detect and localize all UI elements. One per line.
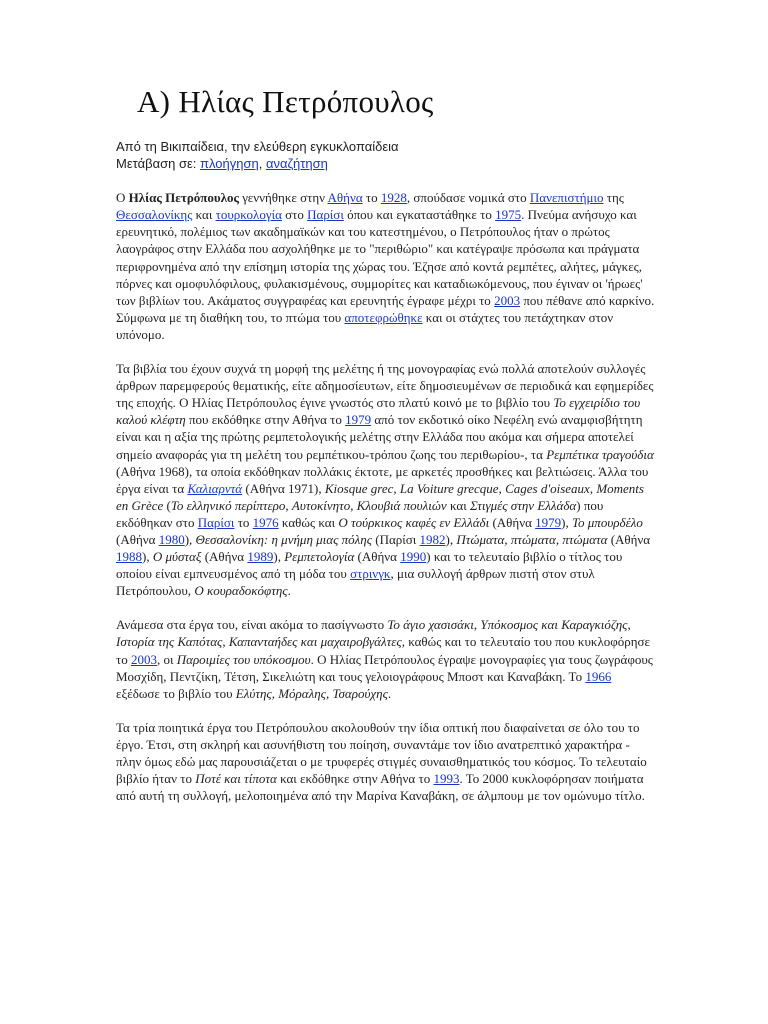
italic-title: Cages d'oiseaux [505, 480, 590, 496]
text-run: , [285, 497, 292, 513]
text-run: και οι στάχτες του πετάχτηκαν στον υπόνομο. [116, 309, 614, 342]
inline-link[interactable]: 1990 [400, 549, 427, 565]
nav-line [116, 155, 656, 172]
text-run: ( [163, 497, 171, 513]
text-run: που εκδόθηκε στην Αθήνα το [185, 412, 346, 428]
italic-title: Ρεμπετολογία [284, 549, 355, 565]
text-run: , οι [156, 651, 177, 667]
nav-prefix: Μετάβαση σε: [116, 156, 200, 172]
inline-link[interactable]: Θεσσαλονίκης [116, 207, 193, 223]
inline-link[interactable]: 1975 [495, 207, 522, 223]
italic-title: Ιστορία της Καπότας [116, 634, 223, 650]
text-run: . [387, 685, 392, 701]
italic-title: Ο κουραδοκόφτης [194, 583, 288, 599]
italic-title: La Voiture grecque [399, 480, 499, 496]
italic-title: Kiosque grec [324, 480, 394, 496]
text-run: (Παρίσι [372, 531, 420, 547]
navigation-link[interactable]: πλοήγηση [200, 156, 259, 172]
italic-title: Το εγχειρίδιο του καλού κλέφτη [116, 395, 641, 428]
bold-text: Ηλίας Πετρόπουλος [128, 190, 240, 206]
italic-title: Το ελληνικό περίπτερο [170, 497, 286, 513]
text-run: της [603, 190, 624, 206]
text-run: και εκδόθηκε στην Αθήνα το [276, 771, 434, 787]
text-run: . Το 2000 κυκλοφόρησαν ποιήματα από αυτή τη συλλογή, μελοποιημένα από την Μαρίνα Καναβάκη, σε άλμπουμ με τον ομώνυμο τίτλο. [116, 771, 645, 804]
inline-link[interactable]: 1993 [433, 771, 460, 787]
text-run: , [589, 480, 597, 496]
text-run: Τα βιβλία του έχουν συχνά τη μορφή της μελέτης ή της μονογραφίας ενώ πολλά αποτελούν συλλογές άρθρων παρεμφερούς θεματικής, είτε αδημοσίευτων, είτε δημοσιευμένων σε περιοδικά και εφημερίδες της εποχής. Ο Ηλίας Πετρόπουλος έγινε γνωστός στο πλατύ κοινό με το βιβλίο του [116, 361, 654, 411]
text-run: (Αθήνα [201, 549, 248, 565]
text-run: . [287, 583, 291, 599]
text-run: ), [142, 549, 153, 565]
italic-title: Θεσσαλονίκη: η μνήμη μιας πόλης [195, 531, 372, 547]
italic-title: Αυτοκίνητο [291, 497, 351, 513]
paragraph-works [116, 616, 656, 701]
italic-title: Υπόκοσμος και Καραγκιόζης [480, 617, 628, 633]
text-run: , καθώς και το τελευταίο του που κυκλοφόρησε το [116, 634, 651, 667]
text-run: (Αθήνα [354, 549, 401, 565]
paragraph-poetry [116, 719, 656, 804]
inline-link[interactable]: 1988 [116, 549, 142, 565]
text-run: . Ο Ηλίας Πετρόπουλος έγραψε μονογραφίες για τους ζωγράφους Μοσχίδη, Πεντζίκη, Τέτση, Σικελιώτη και τους γελοιογράφους Μποστ και Καναβάκη. Το [116, 651, 653, 684]
inline-link[interactable]: Παρίσι [307, 207, 344, 223]
text-run: το [362, 190, 381, 206]
text-run: Τα τρία ποιητικά έργα του Πετρόπουλου ακολουθούν την ίδια οπτική που διαφαίνεται σε όλο του το έργο. Έτσι, στη σκληρή και ασυνήθιστη του ποίηση, συναντάμε τον ίδιο ανατρεπτικό χαρακτήρα - πλην όμως εδώ μας παρουσιάζεται ο με τρυφερές στιγμές συναισθηματικός του κόσμος. Το τελευταίο βιβλίο ήταν το [116, 719, 647, 787]
search-link[interactable]: αναζήτηση [265, 156, 328, 172]
italic-title: Ποτέ και τίποτα [195, 771, 277, 787]
inline-link[interactable]: 1966 [585, 668, 612, 684]
text-run: , [627, 617, 631, 633]
inline-link[interactable]: 1979 [345, 412, 372, 428]
italic-title: Το μπουρδέλο [571, 514, 643, 530]
text-run: (Αθήνα 1971), [242, 480, 325, 496]
text-run: , μια συλλογή άρθρων πιστή στον στυλ Πετρόπουλου, [116, 566, 595, 599]
inline-link[interactable]: Καλιαρντά [187, 480, 243, 496]
inline-link[interactable]: αποτεφρώθηκε [344, 309, 423, 325]
text-run: , [350, 497, 357, 513]
italic-title: Ο μύσταξ [152, 549, 202, 565]
inline-link[interactable]: τουρκολογία [215, 207, 282, 223]
text-run: ) που εκδόθηκαν στο [116, 497, 604, 530]
text-run: από τον εκδοτικό οίκο Νεφέλη ενώ αναμφισβήτητη είναι και η αξία της πρώτης ρεμπετολογικής μελέτης στην Ελλάδα που ακόμα και σήμερα αποτελεί σημείο αναφοράς για τη μελέτη του ρεμπέτικου-τρόπου ζωης του περιθωρίου-, τα [116, 412, 643, 462]
nav-separator: , [258, 156, 266, 172]
text-run: στο [281, 207, 308, 223]
text-run: (Αθήνα [489, 514, 536, 530]
italic-title: Moments en Grèce [116, 480, 644, 513]
article-body [116, 138, 656, 804]
text-run: (Αθήνα [116, 531, 159, 547]
inline-link[interactable]: στρινγκ [350, 566, 391, 582]
text-run: και [192, 207, 216, 223]
text-run: εξέδωσε το βιβλίο του [116, 685, 236, 701]
text-run: (Αθήνα 1968), τα οποία εκδόθηκαν πολλάκις έκτοτε, με αρκετές προσθήκες και βελτιώσεις. Άλλα του έργα είναι τα [116, 463, 649, 496]
text-run: ) και το τελευταίο βιβλίο ο τίτλος του οποίου είναι εμπνευσμένος από τη μόδα του [116, 549, 623, 582]
text-run: που πέθανε από καρκίνο. Σύμφωνα με τη διαθήκη του, το πτώμα του [116, 292, 655, 325]
inline-link[interactable]: Παρίσι [197, 514, 235, 530]
text-run: και [446, 497, 470, 513]
paragraph-books [116, 360, 656, 599]
text-run: Ανάμεσα στα έργα του, είναι ακόμα το πασίγνωστο [116, 617, 388, 633]
text-run: (Αθήνα [607, 531, 651, 547]
italic-title: Ο τούρκικος καφές εν Ελλάδι [338, 514, 490, 530]
italic-title: Κλουβιά πουλιών [356, 497, 447, 513]
source-line: Από τη Βικιπαίδεια, την ελεύθερη εγκυκλοπαίδεια [116, 139, 399, 154]
inline-link[interactable]: 2003 [130, 651, 157, 667]
text-run: ), [561, 514, 572, 530]
text-run: ), [273, 549, 285, 565]
italic-title: Πτώματα, πτώματα, πτώματα [456, 531, 608, 547]
inline-link[interactable]: 1982 [419, 531, 446, 547]
text-run: γεννήθηκε στην [239, 190, 328, 206]
text-run: , [498, 480, 506, 496]
inline-link[interactable]: 2003 [494, 292, 521, 308]
italic-title: Παροιμίες του υπόκοσμου [176, 651, 311, 667]
text-run: καθώς και [278, 514, 339, 530]
text-run: , [473, 617, 481, 633]
text-run: , [393, 480, 400, 496]
inline-link[interactable]: 1980 [158, 531, 185, 547]
page-title: A) Ηλίας Πετρόπουλος [137, 84, 434, 119]
text-run: όπου και εγκαταστάθηκε το [343, 207, 496, 223]
text-run: . Πνεύμα ανήσυχο και ερευνητικό, πολέμιος των ακαδημαϊκών και του κατεστημένου, ο Πετρόπουλος ήταν ο πρώτος λαογράφος στην Ελλάδα που ασχολήθηκε με το "περιθώριο" και κατέγραψε πρόσωπα και πράγματα περιφρονημένα από την επίσημη ιστορία της χώρας του. Έζησε από κοντά ρεμπέτες, αλήτες, μάγκες, πόρνες και ομοφυλόφιλους, φυλακισμένους, συμμορίτες και καταδιωκόμενους, που έγιναν οι 'ήρωες' των βιβλίων του. Ακάματος συγγραφέας και ερευνητής έγραφε μέχρι το [116, 207, 643, 308]
italic-title: Το άγιο χασισάκι [387, 617, 474, 633]
paragraph-biography [116, 189, 656, 343]
text-run: το [234, 514, 253, 530]
text-run: , [222, 634, 229, 650]
italic-title: Καπανταήδες και μαχαιροβγάλτες [228, 634, 402, 650]
text-run: Ο [116, 190, 129, 206]
inline-link[interactable]: 1976 [252, 514, 279, 530]
text-run: ), [184, 531, 196, 547]
inline-link[interactable]: 1979 [535, 514, 562, 530]
inline-link[interactable]: Πανεπιστήμιο [529, 190, 604, 206]
inline-link[interactable]: 1989 [247, 549, 274, 565]
italic-title: Στιγμές στην Ελλάδα [469, 497, 577, 513]
text-run: , σπούδασε νομικά στο [406, 190, 530, 206]
italic-title: Ρεμπέτικα τραγούδια [546, 446, 654, 462]
inline-link[interactable]: Αθήνα [327, 190, 363, 206]
text-run: ), [445, 531, 457, 547]
italic-title: Ελύτης, Μόραλης, Τσαρούχης [235, 685, 388, 701]
inline-link[interactable]: 1928 [380, 190, 407, 206]
